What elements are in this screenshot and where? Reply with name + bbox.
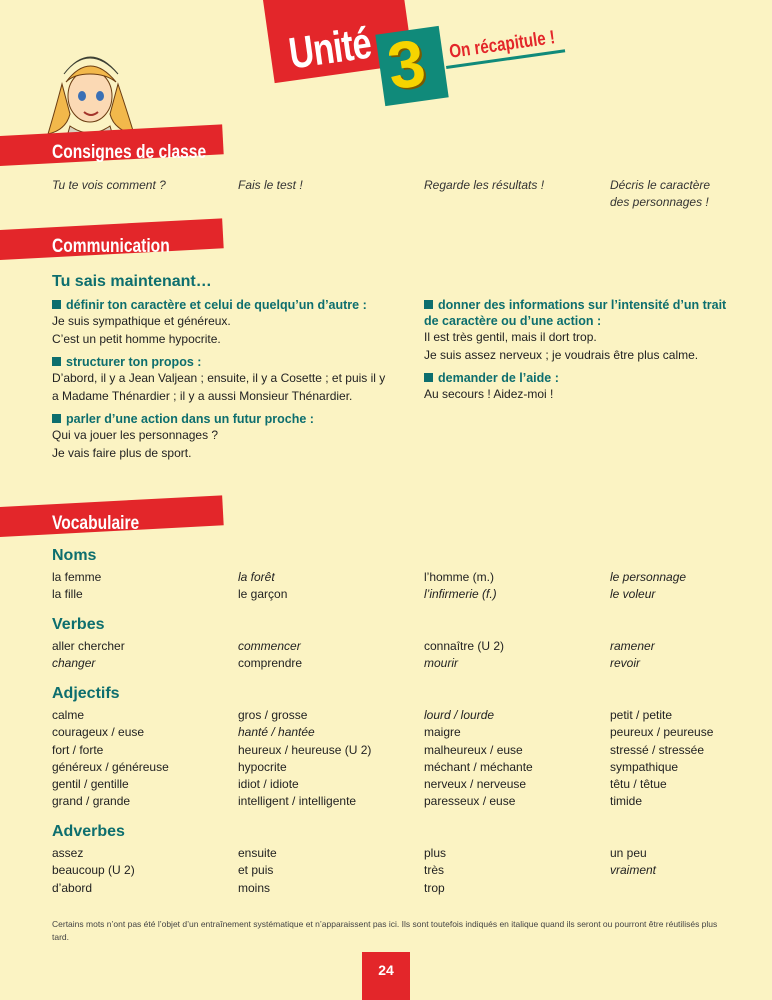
vocab-word: ramener xyxy=(610,639,655,653)
objective-heading: demander de l’aide : xyxy=(438,371,559,385)
vocab-word: l’homme (m.) xyxy=(424,570,495,584)
adverbes-column-3 xyxy=(424,845,446,897)
noms-heading: Noms xyxy=(52,547,97,564)
vocab-word: maigre xyxy=(424,725,461,740)
vocab-word: timide xyxy=(610,794,643,809)
vocab-word: moins xyxy=(238,880,271,895)
noms-column-2 xyxy=(238,569,287,604)
communication-right-column xyxy=(424,297,744,404)
vocab-word: commencer xyxy=(238,639,301,653)
bullet-square-icon xyxy=(424,373,433,382)
unit-number: 3 xyxy=(383,24,430,104)
vocab-word: connaître (U 2) xyxy=(424,639,505,653)
bullet-square-icon xyxy=(52,300,61,309)
vocab-word: d’abord xyxy=(52,880,93,895)
objective-heading-continued: de caractère ou d’une action : xyxy=(424,314,602,328)
adverbes-column-2 xyxy=(238,845,277,897)
example-line: Je suis assez nerveux ; je voudrais être plus calme. xyxy=(424,347,699,362)
consigne-item: Tu te vois comment ? xyxy=(52,178,166,192)
vocab-word: changer xyxy=(52,656,96,671)
vocab-word: paresseux / euse xyxy=(424,794,516,809)
vocab-word: trop xyxy=(424,880,445,895)
vocabulaire-title: Vocabulaire xyxy=(52,513,140,534)
vocab-word: et puis xyxy=(238,863,274,878)
adjectifs-column-1 xyxy=(52,707,169,811)
adjectifs-column-3 xyxy=(424,707,533,811)
vocab-word: ensuite xyxy=(238,846,277,860)
vocab-word: intelligent / intelligente xyxy=(238,794,357,809)
vocab-word: le voleur xyxy=(610,587,656,602)
vocab-word: la forêt xyxy=(238,570,275,584)
verbes-heading: Verbes xyxy=(52,616,105,633)
vocab-word: stressé / stressée xyxy=(610,742,705,757)
vocab-word: fort / forte xyxy=(52,742,104,757)
vocab-word: petit / petite xyxy=(610,708,673,722)
verbes-column-1 xyxy=(52,638,125,673)
vocab-word: nerveux / nerveuse xyxy=(424,777,527,792)
unit-subtitle: On récapitule ! xyxy=(448,27,557,63)
communication-title: Communication xyxy=(52,236,170,257)
vocab-word: grand / grande xyxy=(52,794,131,809)
vocab-word: peureux / peureuse xyxy=(610,725,714,740)
adjectifs-column-4 xyxy=(610,707,713,811)
verbes-column-2 xyxy=(238,638,302,673)
example-line: a Madame Thénardier ; il y a aussi Monsieur Thénardier. xyxy=(52,388,353,403)
vocab-word: lourd / lourde xyxy=(424,708,495,722)
example-line: Je suis sympathique et généreux. xyxy=(52,314,231,328)
example-line: Je vais faire plus de sport. xyxy=(52,445,192,460)
objective-heading: donner des informations sur l’intensité d’un trait xyxy=(438,298,727,312)
vocab-word: méchant / méchante xyxy=(424,759,533,774)
adverbes-column-4 xyxy=(610,845,656,880)
vocab-word: généreux / généreuse xyxy=(52,759,169,774)
vocab-word: gentil / gentille xyxy=(52,777,129,792)
vocab-word: hanté / hantée xyxy=(238,725,315,740)
vocab-word: la femme xyxy=(52,570,102,584)
vocab-word: gros / grosse xyxy=(238,708,308,722)
example-line: Il est très gentil, mais il dort trop. xyxy=(424,330,597,344)
footnote: Certains mots n’ont pas été l’objet d’un entraînement systématique et n’apparaissent pas ici. Ils sont toutefois indiqués en italique quand ils seront ou pourront être réutilisés plus tard. xyxy=(52,919,718,942)
vocab-word: idiot / idiote xyxy=(238,777,299,792)
vocab-word: calme xyxy=(52,708,85,722)
vocab-word: beaucoup (U 2) xyxy=(52,863,135,878)
adverbes-heading: Adverbes xyxy=(52,823,125,840)
vocab-word: plus xyxy=(424,846,447,860)
bullet-square-icon xyxy=(52,357,61,366)
consignes-title: Consignes de classe xyxy=(52,142,207,163)
adjectifs-heading: Adjectifs xyxy=(52,685,120,702)
adverbes-column-1 xyxy=(52,845,135,897)
example-line: C’est un petit homme hypocrite. xyxy=(52,331,221,346)
example-line: Au secours ! Aidez-moi ! xyxy=(424,387,554,401)
communication-left-column xyxy=(52,297,412,462)
vocab-word: aller chercher xyxy=(52,639,125,653)
consigne-item: Regarde les résultats ! xyxy=(424,178,545,192)
verbes-column-3 xyxy=(424,638,504,673)
consigne-item: Décris le caractère xyxy=(610,178,711,192)
objective-heading: structurer ton propos : xyxy=(66,355,202,369)
vocab-word: têtu / têtue xyxy=(610,777,667,792)
bullet-square-icon xyxy=(424,300,433,309)
page-number: 24 xyxy=(378,962,394,978)
vocab-word: sympathique xyxy=(610,759,679,774)
bullet-square-icon xyxy=(52,414,61,423)
vocab-word: très xyxy=(424,863,445,878)
vocab-word: malheureux / euse xyxy=(424,742,523,757)
vocab-word: la fille xyxy=(52,587,83,602)
example-line: Qui va jouer les personnages ? xyxy=(52,428,219,442)
objective-heading: parler d’une action dans un futur proche : xyxy=(66,412,314,426)
vocab-word: mourir xyxy=(424,656,459,671)
vocab-word: comprendre xyxy=(238,656,303,671)
vocab-word: courageux / euse xyxy=(52,725,145,740)
vocab-word: vraiment xyxy=(610,863,657,878)
character-illustration xyxy=(44,44,136,140)
noms-column-1 xyxy=(52,569,101,604)
vocab-word: assez xyxy=(52,846,84,860)
vocab-word: le personnage xyxy=(610,570,687,584)
communication-intro: Tu sais maintenant… xyxy=(52,273,212,290)
vocab-word: un peu xyxy=(610,846,647,860)
vocab-word: hypocrite xyxy=(238,759,287,774)
vocab-word: revoir xyxy=(610,656,641,671)
vocab-word: heureux / heureuse (U 2) xyxy=(238,742,372,757)
consigne-item: Fais le test ! xyxy=(238,178,303,192)
adjectifs-column-2 xyxy=(238,707,371,811)
verbes-column-4 xyxy=(610,638,655,673)
noms-column-3 xyxy=(424,569,497,604)
vocab-word: l’infirmerie (f.) xyxy=(424,587,497,602)
example-line: D’abord, il y a Jean Valjean ; ensuite, il y a Cosette ; et puis il y xyxy=(52,371,386,385)
vocab-word: le garçon xyxy=(238,587,288,602)
unit-title: Unité xyxy=(286,18,374,79)
consigne-item: des personnages ! xyxy=(610,195,709,209)
noms-column-4 xyxy=(610,569,686,604)
objective-heading: définir ton caractère et celui de quelqu’un d’autre : xyxy=(66,298,367,312)
